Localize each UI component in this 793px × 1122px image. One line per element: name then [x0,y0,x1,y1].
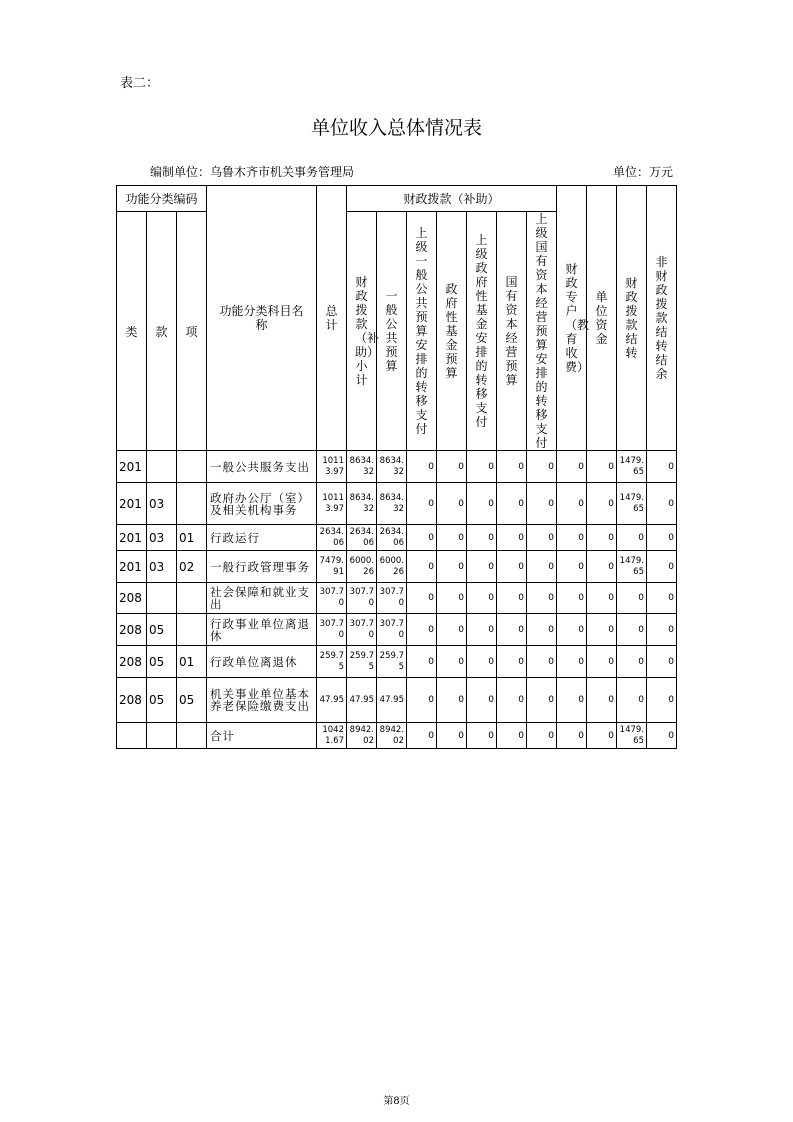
cell-value: 0 [587,614,617,646]
cell-xiang: 01 [177,525,207,551]
cell-lei [117,723,147,749]
header-func-code: 功能分类编码 [117,186,207,212]
cell-value: 0 [527,525,557,551]
header-upper-general-transfer-text: 上级一般公共预算安排的转移支付 [415,226,428,436]
header-gov-fund-text: 政府性基金预算 [445,282,458,380]
cell-carryover: 1479.65 [617,483,647,525]
cell-lei: 201 [117,551,147,583]
table-row [117,451,677,483]
total-row [117,723,677,749]
cell-general: 307.70 [377,614,407,646]
cell-value: 0 [617,614,647,646]
cell-value: 0 [617,525,647,551]
cell-general: 8634.32 [377,451,407,483]
table-row [117,525,677,551]
header-upper-state-capital-transfer-text: 上级国有资本经营预算安排的转移支付 [535,212,548,450]
cell-total: 259.75 [317,646,347,678]
cell-value: 0 [497,678,527,723]
cell-kuan: 05 [147,614,177,646]
cell-value: 0 [647,483,677,525]
cell-value: 0 [497,723,527,749]
income-table [116,185,677,749]
header-non-fiscal-carryover [647,186,677,451]
cell-value: 0 [497,551,527,583]
cell-value: 0 [467,451,497,483]
cell-subject-name: 行政单位离退休 [207,646,317,678]
header-lei: 类 [117,212,147,451]
cell-value: 0 [407,583,437,614]
cell-subtotal: 47.95 [347,678,377,723]
cell-value: 0 [407,483,437,525]
cell-total: 10421.67 [317,723,347,749]
cell-subtotal: 8634.32 [347,451,377,483]
cell-total-label: 合计 [207,723,317,749]
cell-value: 0 [467,583,497,614]
cell-xiang: 02 [177,551,207,583]
cell-lei: 201 [117,525,147,551]
cell-kuan [147,583,177,614]
cell-value: 0 [497,525,527,551]
cell-value: 0 [407,678,437,723]
cell-value: 0 [557,646,587,678]
cell-value: 0 [557,551,587,583]
cell-value: 0 [497,451,527,483]
cell-total: 47.95 [317,678,347,723]
cell-value: 0 [437,551,467,583]
table-row [117,614,677,646]
cell-value: 0 [557,451,587,483]
cell-subject-name: 政府办公厅（室）及相关机构事务 [207,483,317,525]
cell-kuan: 03 [147,551,177,583]
cell-subject-name: 机关事业单位基本养老保险缴费支出 [207,678,317,723]
cell-value: 0 [587,483,617,525]
header-unit-fund-text: 单位资金 [595,290,608,346]
cell-xiang [177,614,207,646]
header-upper-gov-fund-transfer-text: 上级政府性基金安排的转移支付 [475,233,488,429]
header-general-public-text: 一般公共预算 [385,289,398,373]
cell-subject-name: 一般行政管理事务 [207,551,317,583]
cell-value: 0 [617,646,647,678]
cell-value: 0 [467,614,497,646]
cell-value: 0 [587,646,617,678]
cell-value: 0 [437,614,467,646]
cell-value: 0 [557,614,587,646]
header-upper-state-capital-transfer [527,212,557,451]
page-number: 第8页 [383,1096,410,1107]
cell-total: 10113.97 [317,483,347,525]
header-gov-fund [437,212,467,451]
cell-subtotal: 259.75 [347,646,377,678]
cell-value: 0 [437,646,467,678]
cell-kuan [147,723,177,749]
header-upper-gov-fund-transfer [467,212,497,451]
header-unit-fund [587,186,617,451]
header-subject-name [207,186,317,451]
cell-value: 0 [587,583,617,614]
cell-total: 7479.91 [317,551,347,583]
cell-xiang [177,451,207,483]
cell-value: 0 [647,551,677,583]
header-state-capital-text: 国有资本经营预算 [505,275,518,387]
cell-general: 6000.26 [377,551,407,583]
cell-total: 2634.06 [317,525,347,551]
table-row [117,583,677,614]
cell-lei: 208 [117,646,147,678]
cell-xiang: 05 [177,678,207,723]
cell-kuan: 03 [147,483,177,525]
header-fiscal-group: 财政拨款（补助） [347,186,557,212]
cell-value: 0 [407,525,437,551]
cell-value: 0 [557,483,587,525]
cell-subtotal: 2634.06 [347,525,377,551]
cell-kuan: 05 [147,678,177,723]
cell-carryover: 1479.65 [617,723,647,749]
cell-subject-name: 一般公共服务支出 [207,451,317,483]
header-total [317,186,347,451]
cell-value: 0 [437,678,467,723]
cell-value: 0 [527,678,557,723]
cell-total: 307.70 [317,614,347,646]
cell-lei: 208 [117,614,147,646]
cell-value: 0 [647,525,677,551]
cell-kuan [147,451,177,483]
cell-value: 0 [407,646,437,678]
cell-value: 0 [497,646,527,678]
cell-value: 0 [467,723,497,749]
cell-lei: 208 [117,583,147,614]
cell-value: 0 [527,583,557,614]
cell-value: 0 [407,451,437,483]
cell-value: 0 [557,525,587,551]
cell-value: 0 [647,678,677,723]
cell-kuan: 05 [147,646,177,678]
cell-general: 8634.32 [377,483,407,525]
cell-value: 0 [467,483,497,525]
cell-value: 0 [527,723,557,749]
cell-xiang: 01 [177,646,207,678]
cell-value: 0 [527,614,557,646]
currency-unit: 单位：万元 [612,165,673,179]
cell-subtotal: 307.70 [347,614,377,646]
page-title: 单位收入总体情况表 [310,117,482,139]
header-upper-general-transfer [407,212,437,451]
cell-value: 0 [467,678,497,723]
cell-value: 0 [617,678,647,723]
cell-value: 0 [527,551,557,583]
cell-subtotal: 307.70 [347,583,377,614]
cell-value: 0 [557,583,587,614]
cell-subtotal: 6000.26 [347,551,377,583]
cell-value: 0 [647,614,677,646]
cell-value: 0 [467,525,497,551]
table-row [117,551,677,583]
cell-value: 0 [557,723,587,749]
header-carryover [617,186,647,451]
cell-value: 0 [437,723,467,749]
header-edu-fee [557,186,590,451]
cell-subtotal: 8942.02 [347,723,377,749]
table-label: 表二： [120,76,160,91]
cell-value: 0 [407,614,437,646]
cell-subject-name: 行政事业单位离退休 [207,614,317,646]
cell-value: 0 [587,678,617,723]
header-carryover-text: 财政拨款结转 [625,276,638,360]
cell-general: 47.95 [377,678,407,723]
cell-value: 0 [617,583,647,614]
cell-subject-name: 行政运行 [207,525,317,551]
cell-xiang [177,583,207,614]
header-edu-fee-text: 财政专户（教育收费） [565,262,590,374]
header-kuan: 款 [147,212,177,451]
cell-xiang [177,723,207,749]
cell-value: 0 [497,614,527,646]
cell-carryover: 1479.65 [617,551,647,583]
cell-value: 0 [647,451,677,483]
compiling-unit: 编制单位：乌鲁木齐市机关事务管理局 [150,165,355,179]
cell-xiang [177,483,207,525]
cell-value: 0 [587,451,617,483]
cell-lei: 201 [117,451,147,483]
header-state-capital [497,212,527,451]
header-xiang: 项 [177,212,207,451]
cell-value: 0 [437,525,467,551]
cell-subtotal: 8634.32 [347,483,377,525]
cell-value: 0 [647,583,677,614]
table-row [117,646,677,678]
cell-general: 2634.06 [377,525,407,551]
cell-general: 259.75 [377,646,407,678]
cell-value: 0 [437,451,467,483]
cell-carryover: 1479.65 [617,451,647,483]
cell-lei: 201 [117,483,147,525]
cell-value: 0 [557,678,587,723]
cell-value: 0 [647,646,677,678]
cell-kuan: 03 [147,525,177,551]
header-subject-name-text: 功能分类科目名称 [219,304,304,332]
table-row [117,483,677,525]
cell-value: 0 [407,551,437,583]
cell-subject-name: 社会保障和就业支出 [207,583,317,614]
table-row [117,678,677,723]
cell-value: 0 [467,551,497,583]
cell-value: 0 [527,483,557,525]
cell-value: 0 [587,551,617,583]
header-non-fiscal-carryover-text: 非财政拨款结转结余 [655,255,668,381]
cell-general: 8942.02 [377,723,407,749]
cell-value: 0 [587,723,617,749]
cell-value: 0 [497,483,527,525]
cell-value: 0 [527,451,557,483]
cell-value: 0 [497,583,527,614]
header-fiscal-subtotal [347,212,380,451]
header-fiscal-subtotal-text: 财政拨款（补助）小计 [355,275,380,387]
header-general-public [377,212,407,451]
cell-value: 0 [527,646,557,678]
cell-total: 307.70 [317,583,347,614]
cell-value: 0 [467,646,497,678]
cell-value: 0 [407,723,437,749]
cell-value: 0 [437,583,467,614]
header-total-text: 总计 [325,304,338,332]
cell-value: 0 [437,483,467,525]
cell-total: 10113.97 [317,451,347,483]
cell-value: 0 [647,723,677,749]
cell-value: 0 [587,525,617,551]
cell-lei: 208 [117,678,147,723]
cell-general: 307.70 [377,583,407,614]
